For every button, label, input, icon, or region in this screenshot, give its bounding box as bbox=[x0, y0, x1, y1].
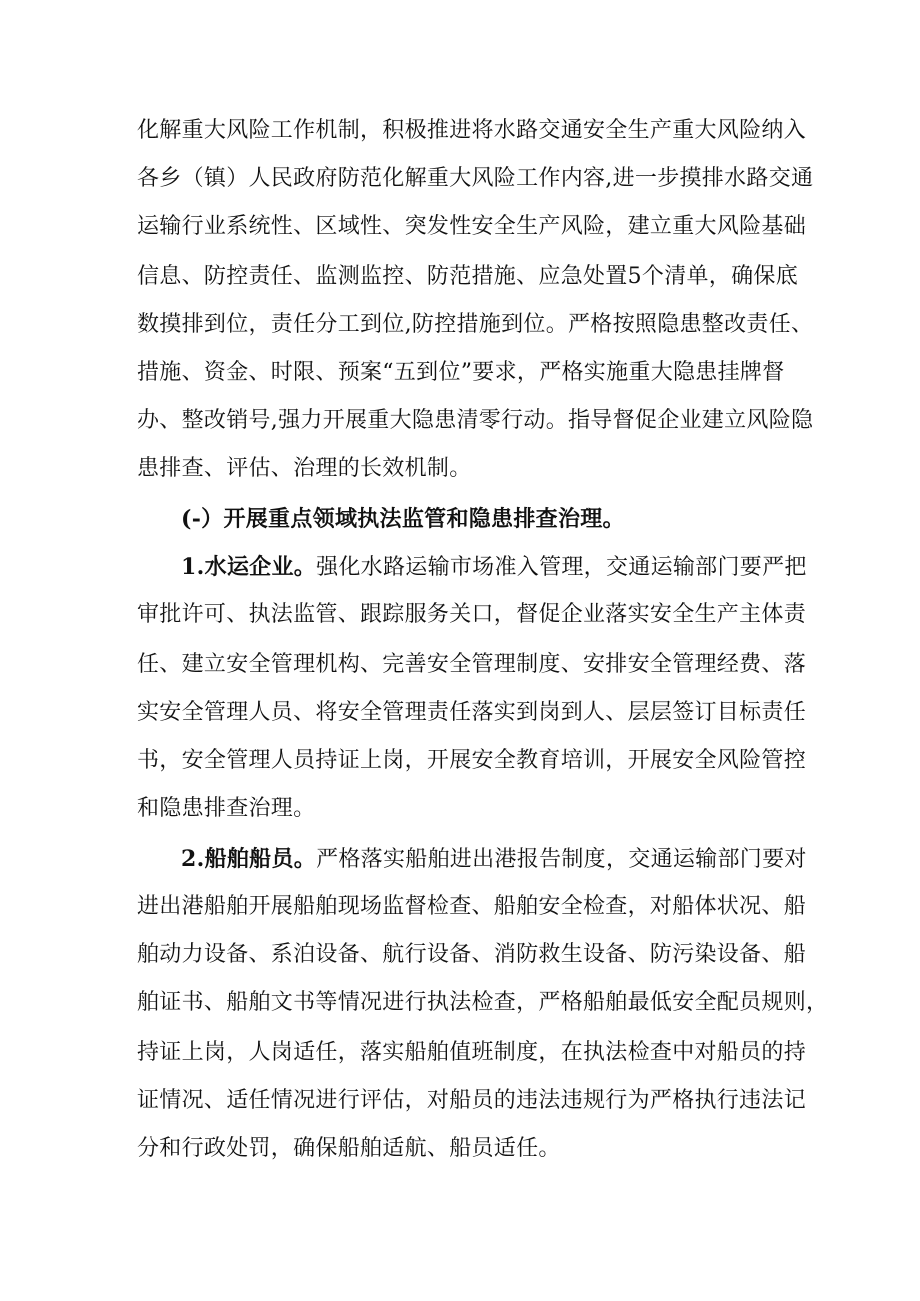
body-text-line: 书，安全管理人员持证上岗，开展安全教育培训，开展安全风险管控 bbox=[137, 748, 807, 773]
body-text-line: 化解重大风险工作机制，积极推进将水路交通安全生产重大风险纳入 bbox=[137, 118, 807, 143]
body-text-line: 运输行业系统性、区域性、突发性安全生产风险，建立重大风险基础 bbox=[137, 214, 807, 239]
body-text-line: 信息、防控责任、监测监控、防范措施、应急处置5个清单，确保底 bbox=[137, 264, 798, 289]
body-text-line: 办、整改销号,强力开展重大隐患清零行动。指导督促企业建立风险隐 bbox=[137, 408, 814, 433]
item-1-title: 1.水运企业。 bbox=[181, 554, 317, 580]
body-text-line: 持证上岗，人岗适任，落实船舶值班制度，在执法检查中对船员的持 bbox=[137, 1040, 807, 1065]
body-text-line: 进出港船舶开展船舶现场监督检查、船舶安全检查，对船体状况、船 bbox=[137, 894, 807, 919]
body-text-line: 舶证书、船舶文书等情况进行执法检查，严格船舶最低安全配员规则， bbox=[137, 990, 829, 1015]
item-2-text: 严格落实船舶进出港报告制度，交通运输部门要对 bbox=[316, 847, 807, 872]
body-text-line: 措施、资金、时限、预案“五到位”要求，严格实施重大隐患挂牌督 bbox=[137, 360, 785, 385]
body-text-line: 数摸排到位，责任分工到位,防控措施到位。严格按照隐患整改责任、 bbox=[137, 312, 814, 337]
item-2-line bbox=[181, 844, 807, 875]
body-text-line: 舶动力设备、系泊设备、航行设备、消防救生设备、防污染设备、船 bbox=[137, 942, 807, 967]
body-text-line: 证情况、适任情况进行评估，对船员的违法违规行为严格执行违法记 bbox=[137, 1088, 807, 1113]
item-1-line bbox=[181, 552, 807, 583]
body-text-line: 各乡（镇）人民政府防范化解重大风险工作内容,进一步摸排水路交通 bbox=[137, 166, 814, 191]
item-2-title: 2.船舶船员。 bbox=[181, 846, 317, 872]
body-text-line: 实安全管理人员、将安全管理责任落实到岗到人、层层签订目标责任 bbox=[137, 700, 807, 725]
body-text-line: 患排查、评估、治理的长效机制。 bbox=[137, 456, 472, 481]
item-1-text: 强化水路运输市场准入管理，交通运输部门要严把 bbox=[316, 555, 807, 580]
section-heading: (-）开展重点领域执法监管和隐患排查治理。 bbox=[181, 506, 625, 532]
body-text-line: 审批许可、执法监管、跟踪服务关口，督促企业落实安全生产主体责 bbox=[137, 602, 807, 627]
body-text-line: 分和行政处罚，确保船舶适航、船员适任。 bbox=[137, 1136, 561, 1161]
body-text-line: 和隐患排查治理。 bbox=[137, 796, 316, 821]
body-text-line: 任、建立安全管理机构、完善安全管理制度、安排安全管理经费、落 bbox=[137, 652, 807, 677]
